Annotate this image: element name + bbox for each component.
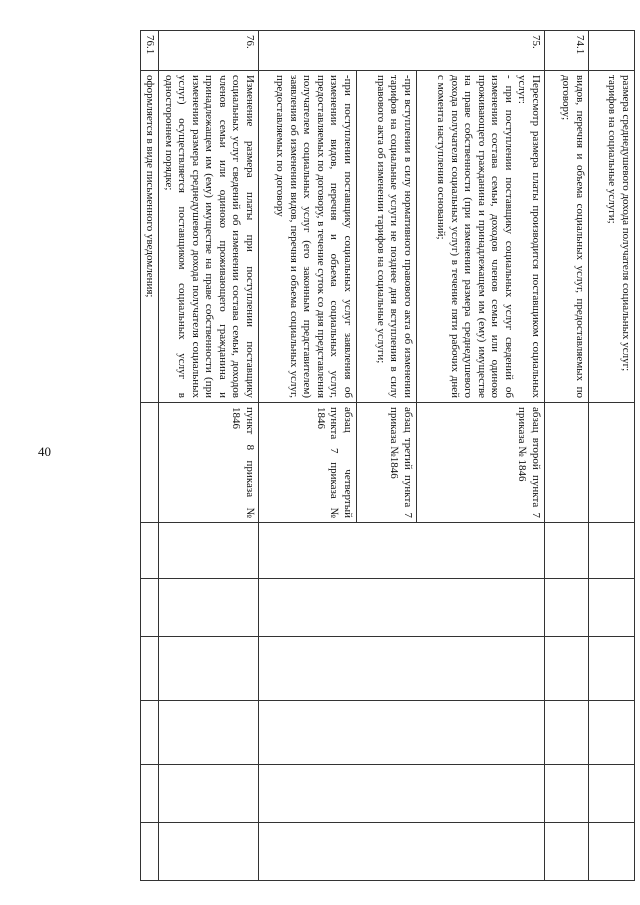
text-line: видов, перечня и объема социальных услуг, предоставляемых по договору; [560, 75, 586, 398]
row-number [357, 31, 417, 71]
empty-cell [545, 765, 589, 823]
row-text [417, 71, 545, 403]
text-line: Изменение размера платы при поступлении поставщику социальных услуг сведений об изменении состава семьи, доходов членов семьи или одиноко проживающего гражданина и принадлежащем им (ему) имуществе на праве собственности (при изменении размера среднедушевого дохода получателя социальных услуг) осуществляется поставщиком социальных услуг в одностороннем порядке; [163, 75, 256, 398]
empty-cell [357, 823, 417, 881]
empty-cell [545, 579, 589, 637]
table-row [357, 31, 417, 881]
empty-cell [417, 765, 545, 823]
empty-cell [357, 523, 417, 579]
empty-cell [141, 637, 160, 701]
row-number: 76. [159, 31, 259, 71]
row-text [141, 71, 160, 403]
empty-cell [159, 637, 259, 701]
empty-cell [357, 637, 417, 701]
empty-cell [159, 765, 259, 823]
text-line: -при вступлении в силу нормативного правового акта об изменении тарифов на социальные услуги не позднее дня вступления в силу правового акта об изменении тарифов на социальные услуги; [375, 75, 414, 398]
empty-cell [417, 637, 545, 701]
empty-cell [259, 579, 357, 637]
text-line: - при поступлении поставщику социальных услуг сведений об изменении состава семьи, доходов членов семьи или одиноко проживающего гражданина и принадлежащем им (ему) имуществе на праве собственности (при изменении размера среднедушевого дохода получателя социальных услуг) в течение пяти рабочих дней с момента наступления оснований; [435, 75, 515, 398]
row-number: 74.1 [545, 31, 589, 71]
row-text [589, 71, 635, 403]
empty-cell [259, 701, 357, 765]
empty-cell [357, 701, 417, 765]
row-number [589, 31, 635, 71]
empty-cell [589, 701, 635, 765]
empty-cell [141, 701, 160, 765]
empty-cell [417, 523, 545, 579]
row-reference [141, 403, 160, 523]
empty-cell [141, 523, 160, 579]
empty-cell [545, 823, 589, 881]
empty-cell [589, 765, 635, 823]
empty-cell [141, 765, 160, 823]
row-text [545, 71, 589, 403]
table-row [141, 31, 160, 881]
table-row [259, 31, 357, 881]
empty-cell [417, 579, 545, 637]
row-reference: абзац второй пункта 7 приказа № 1846 [417, 403, 545, 523]
text-line: оформляется в виде письменного уведомления; [144, 75, 157, 298]
row-reference: абзац четвертый пункта 7 приказа № 1846 [259, 403, 357, 523]
table-row [589, 31, 635, 881]
empty-cell [141, 579, 160, 637]
row-reference [545, 403, 589, 523]
row-number: 76.1 [141, 31, 160, 71]
text-line: Пересмотр размера платы производится поставщиком социальных услуг: [516, 75, 542, 398]
row-reference [589, 403, 635, 523]
empty-cell [545, 637, 589, 701]
requirements-table [140, 30, 635, 881]
empty-cell [141, 823, 160, 881]
empty-cell [259, 637, 357, 701]
empty-cell [545, 523, 589, 579]
text-line: -при поступлении поставщику социальных услуг заявления об изменении видов, перечня и объема социальных услуг, предоставляемых по договору, в течение суток со дня представления получателем социальных услуг (его законным представителем) заявления об изменении видов, перечня и объема социальных услуг, предоставляемых по договору [274, 75, 354, 398]
rotated-table-page [145, 30, 635, 880]
empty-cell [545, 701, 589, 765]
empty-cell [259, 823, 357, 881]
empty-cell [159, 701, 259, 765]
empty-cell [357, 579, 417, 637]
empty-cell [589, 579, 635, 637]
empty-cell [159, 579, 259, 637]
row-text [259, 71, 357, 403]
empty-cell [589, 823, 635, 881]
empty-cell [417, 701, 545, 765]
table-row [545, 31, 589, 881]
empty-cell [417, 823, 545, 881]
empty-cell [357, 765, 417, 823]
row-reference: абзац третий пункта 7 приказа №1846 [357, 403, 417, 523]
table-row [417, 31, 545, 881]
empty-cell [159, 823, 259, 881]
page-number: 40 [38, 444, 51, 459]
empty-cell [259, 523, 357, 579]
text-line: тарифов на социальные услуги; [606, 75, 619, 224]
row-reference: пункт 8 приказа № 1846 [159, 403, 259, 523]
empty-cell [589, 523, 635, 579]
empty-cell [589, 637, 635, 701]
row-text [159, 71, 259, 403]
row-number: 75. [417, 31, 545, 71]
empty-cell [159, 523, 259, 579]
row-text [357, 71, 417, 403]
text-line: размера среднедушевого дохода получателя социальных услуг; [620, 75, 632, 372]
empty-cell [259, 765, 357, 823]
row-number [259, 31, 357, 71]
table-row [159, 31, 259, 881]
